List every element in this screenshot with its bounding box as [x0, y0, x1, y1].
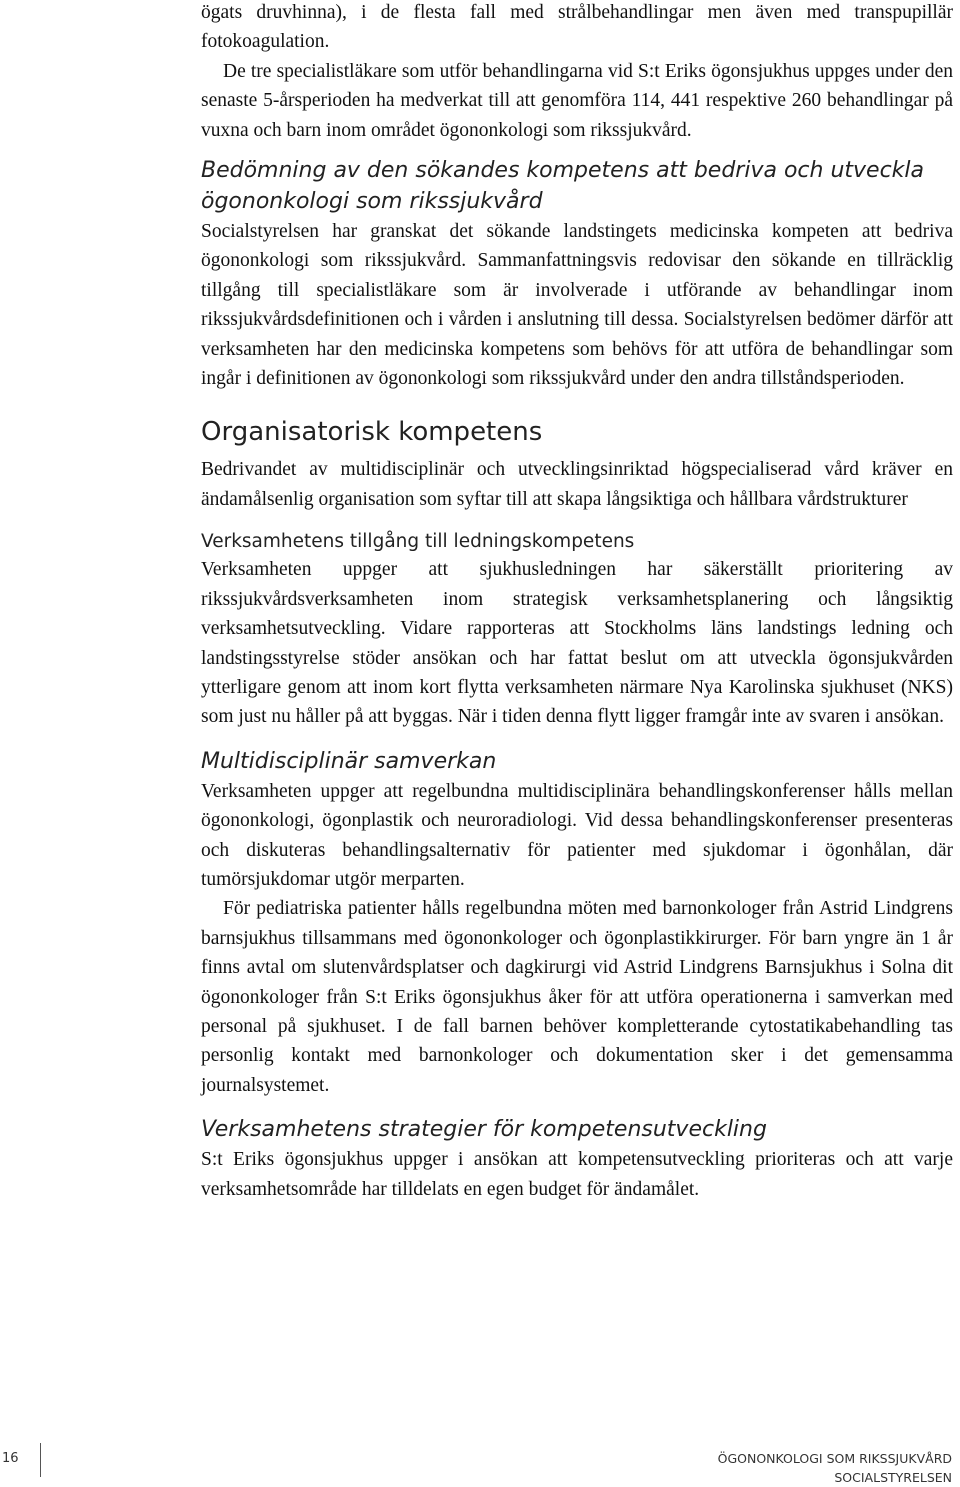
- document-body: [201, 0, 953, 1204]
- paragraph-specialists: De tre specialistläkare som utför behandlingarna vid S:t Eriks ögonsjukhus uppges under den senaste 5-årsperioden ha medverkat till att genomföra 114, 441 respektive 260 behandlingar på vuxna och barn inom området ögononkologi som rikssjukvård.: [201, 60, 953, 141]
- footer-divider: [40, 1443, 41, 1477]
- heading-organisational-competence: Organisatorisk kompetens: [201, 417, 543, 448]
- paragraph-leadership: Verksamheten uppger att sjukhusledningen har säkerställt prioritering av rikssjukvårdsverksamheten inom strategisk verksamhetsplanering och långsiktig verksamhetsutveckling. Vidare rapporteras att Stockholms läns landstings ledning och landstingsstyrelse stöder ansökan och har fattat beslut om att utveckla ögonsjukvården ytterligare genom att inom kort flytta verksamheten närmare Nya Karolinska sjukhuset (NKS) som just nu håller på att byggas. När i tiden denna flytt ligger framgår inte av svaren i ansökan.: [201, 559, 953, 728]
- heading-assessment: Bedömning av den sökandes kompetens att bedriva och utveckla ögononkologi som rikssjukvård: [201, 158, 924, 215]
- paragraph-competence-strategies: S:t Eriks ögonsjukhus uppger i ansökan att kompetensutveckling prioriteras och att varje verksamhetsområde har tilldelats en egen budget för ändamålet.: [201, 1149, 953, 1200]
- paragraph-pediatric: För pediatriska patienter hålls regelbundna möten med barnonkologer från Astrid Lindgrens barnsjukhus tillsammans med ögononkologer och ögonplastikkirurger. För barn yngre än 1 år finns avtal om slutenvårdsplatser och dagkirurgi vid Astrid Lindgrens Barnsjukhus i Solna dit ögononkologer från S:t Eriks ögonsjukhus åker för att utföra operationerna i samverkan med personal på sjukhuset. I de fall barnen behöver kompletterande cytostatikabehandling tas personlig kontakt med barnonkologer och dokumentation sker i det gemensamma journalsystemet.: [201, 898, 953, 1096]
- footer-doc-title: ÖGONONKOLOGI SOM RIKSSJUKVÅRD: [717, 1451, 952, 1466]
- footer-publisher: SOCIALSTYRELSEN: [834, 1470, 952, 1485]
- heading-leadership: Verksamhetens tillgång till ledningskompetens: [201, 531, 635, 553]
- heading-competence-strategies: Verksamhetens strategier för kompetensutveckling: [201, 1117, 767, 1143]
- footer-meta: [718, 1449, 952, 1487]
- paragraph-multidisciplinary: Verksamheten uppger att regelbundna multidisciplinära behandlingskonferenser hålls mellan ögononkologi, ögonplastik och neuroradiologi. Vid dessa behandlingskonferenser presenteras och diskuteras behandlingsalternativ för patienter med sjukdomar i ögonhålan, där tumörsjukdomar utgör merparten.: [201, 780, 953, 890]
- page-number: 16: [2, 1451, 19, 1466]
- paragraph-assessment: Socialstyrelsen har granskat det sökande landstingets medicinska kompeten att bedriva ögononkologi som rikssjukvård. Sammanfattningsvis redovisar den sökande en tillräcklig tillgång till specialistläkare som är involverade i utförande av behandlingar inom rikssjukvårdsdefinitionen och i vården i anslutning till dessa. Socialstyrelsen bedömer därför att verksamheten har den medicinska kompetens som behövs för att utföra de behandlingar som ingår i definitionen av ögononkologi som rikssjukvård under den andra tillståndsperioden.: [201, 221, 953, 390]
- paragraph-organisation: Bedrivandet av multidisciplinär och utvecklingsinriktad högspecialiserad vård kräver en ändamålsenlig organisation som syftar till att skapa långsiktiga och hållbara vårdstrukturer: [201, 459, 953, 510]
- heading-multidisciplinary: Multidisciplinär samverkan: [201, 748, 497, 774]
- paragraph-continued: ögats druvhinna), i de flesta fall med strålbehandlingar men även med transpupillär fotokoagulation.: [201, 2, 953, 53]
